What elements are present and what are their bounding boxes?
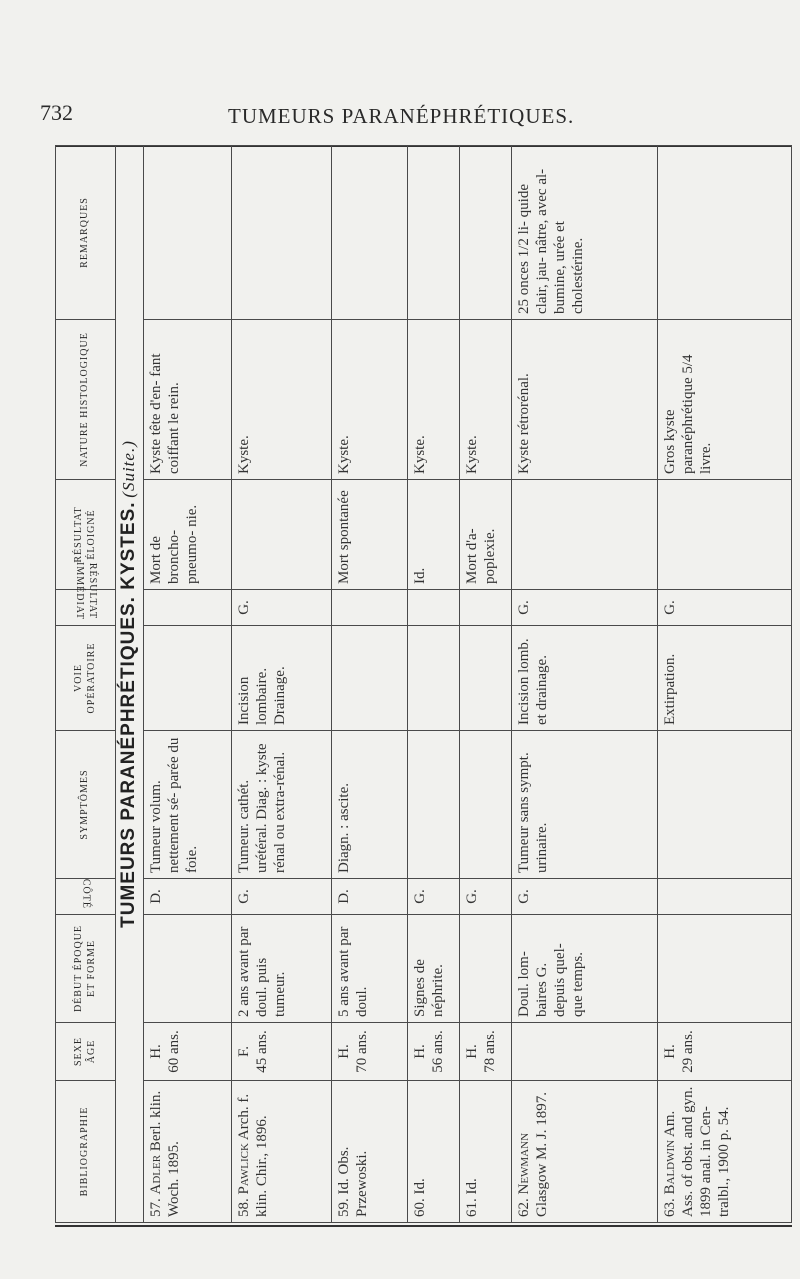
cell-debut: Signes de néphrite.: [407, 915, 459, 1023]
cell-sexe-age: H. 78 ans.: [459, 1023, 511, 1081]
running-head: TUMEURS PARANÉPHRÉTIQUES.: [228, 104, 575, 128]
header-remarques: REMARQUES: [56, 146, 116, 320]
cell-voie: Incision lomb. et drainage.: [511, 626, 657, 731]
cell-voie: [143, 626, 231, 731]
cell-remarques: [657, 146, 791, 320]
header-resultat-eloigne: RÉSULTAT ÉLOIGNÉ: [56, 480, 116, 590]
header-symptomes: SYMPTÔMES: [56, 731, 116, 879]
cell-sexe-age: H. 56 ans.: [407, 1023, 459, 1081]
table-row: [231, 146, 331, 1223]
cell-resultat-eloigne: Mort spontanée: [331, 480, 407, 590]
cell-symptomes: Diagn. : ascite.: [331, 731, 407, 879]
cell-debut: 2 ans avant par doul. puis tumeur.: [231, 915, 331, 1023]
header-bibliographie: BIBLIOGRAPHIE: [56, 1081, 116, 1223]
cell-remarques: [459, 146, 511, 320]
table-row: [407, 146, 459, 1223]
cell-resultat-eloigne: [511, 480, 657, 590]
cell-nature: Kyste.: [459, 320, 511, 480]
cell-symptomes: Tumeur sans sympt. urinaire.: [511, 731, 657, 879]
header-cote: CÔTÉ: [56, 879, 116, 915]
cysts-table: [55, 145, 792, 1223]
cell-resultat-immediat: [331, 590, 407, 626]
cell-cote: [657, 879, 791, 915]
cell-symptomes: [657, 731, 791, 879]
cell-voie: [407, 626, 459, 731]
cell-resultat-eloigne: [231, 480, 331, 590]
cell-nature: Kyste tête d'en- fant coiffant le rein.: [143, 320, 231, 480]
cell-symptomes: [459, 731, 511, 879]
table-row: [657, 146, 791, 1223]
cell-cote: G.: [407, 879, 459, 915]
cell-sexe-age: H. 60 ans.: [143, 1023, 231, 1081]
cell-voie: [459, 626, 511, 731]
cell-bibliographie: 58. Pawlick Arch. f. klin. Chir., 1896.: [231, 1081, 331, 1223]
page-number: 732: [40, 100, 73, 125]
cell-debut: Doul. lom- baires G. depuis quel- que temps.: [511, 915, 657, 1023]
cell-cote: G.: [511, 879, 657, 915]
cell-resultat-immediat: G.: [231, 590, 331, 626]
table-row: [511, 146, 657, 1223]
cell-resultat-immediat: [143, 590, 231, 626]
table-caption: [116, 146, 144, 1223]
cell-resultat-immediat: [459, 590, 511, 626]
cell-nature: Kyste rétrorénal.: [511, 320, 657, 480]
cell-sexe-age: H. 70 ans.: [331, 1023, 407, 1081]
header-sexe-age: SEXE ÂGE: [56, 1023, 116, 1081]
cell-debut: [657, 915, 791, 1023]
cell-remarques: [231, 146, 331, 320]
cell-remarques: [331, 146, 407, 320]
caption-suite: (Suite.): [119, 440, 138, 498]
cell-resultat-eloigne: Mort d'a- poplexie.: [459, 480, 511, 590]
header-resultat-immediat: RÉSULTAT IMMÉDIAT: [56, 590, 116, 626]
cell-nature: Kyste.: [331, 320, 407, 480]
cell-resultat-eloigne: [657, 480, 791, 590]
cell-resultat-immediat: [407, 590, 459, 626]
cell-nature: Gros kyste paranéphrétique 5/4 livre.: [657, 320, 791, 480]
table-row: [331, 146, 407, 1223]
cell-symptomes: Tumeur volum. nettement sé- parée du foie.: [143, 731, 231, 879]
header-voie: VOIE OPÉRATOIRE: [56, 626, 116, 731]
cell-cote: G.: [459, 879, 511, 915]
caption-main: TUMEURS PARANÉPHRÉTIQUES. KYSTES.: [118, 501, 139, 928]
cell-sexe-age: H. 29 ans.: [657, 1023, 791, 1081]
cell-remarques: [407, 146, 459, 320]
caption-row: [116, 146, 144, 1223]
cell-bibliographie: 59. Id. Obs. Przewoski.: [331, 1081, 407, 1223]
cell-voie: Extirpation.: [657, 626, 791, 731]
cell-resultat-immediat: G.: [511, 590, 657, 626]
cell-sexe-age: [511, 1023, 657, 1081]
cell-resultat-immediat: G.: [657, 590, 791, 626]
cell-nature: Kyste.: [231, 320, 331, 480]
cell-nature: Kyste.: [407, 320, 459, 480]
cell-bibliographie: 62. Newmann Glasgow M. J. 1897.: [511, 1081, 657, 1223]
cell-resultat-eloigne: Mort de broncho- pneumo- nie.: [143, 480, 231, 590]
cell-cote: D.: [331, 879, 407, 915]
cell-remarques: 25 onces 1/2 li- quide clair, jau- nâtre, avec al- bumine, urée et cholestérine.: [511, 146, 657, 320]
cell-symptomes: Tumeur. cathét. urétéral. Diag. : kyste rénal ou extra-rénal.: [231, 731, 331, 879]
cell-debut: [143, 915, 231, 1023]
cell-sexe-age: F. 45 ans.: [231, 1023, 331, 1081]
table-row: [143, 146, 231, 1223]
cell-remarques: [143, 146, 231, 320]
header-debut: DÉBUT ÉPOQUE ET FORME: [56, 915, 116, 1023]
header-nature: NATURE HISTOLOGIQUE: [56, 320, 116, 480]
cell-cote: G.: [231, 879, 331, 915]
cell-resultat-eloigne: Id.: [407, 480, 459, 590]
cell-cote: D.: [143, 879, 231, 915]
cell-voie: [331, 626, 407, 731]
cell-voie: Incision lombaire. Drainage.: [231, 626, 331, 731]
header-row: [56, 146, 116, 1223]
table-row: [459, 146, 511, 1223]
cell-debut: [459, 915, 511, 1023]
cell-bibliographie: 61. Id.: [459, 1081, 511, 1223]
rotated-table: [55, 145, 792, 1223]
cell-bibliographie: 60. Id.: [407, 1081, 459, 1223]
cell-symptomes: [407, 731, 459, 879]
cell-bibliographie: 63. Baldwin Am. Ass. of obst. and gyn. 1899 anal. in Cen- tralbl., 1900 p. 54.: [657, 1081, 791, 1223]
cell-debut: 5 ans avant par doul.: [331, 915, 407, 1023]
cell-bibliographie: 57. Adler Berl. klin. Woch. 1895.: [143, 1081, 231, 1223]
